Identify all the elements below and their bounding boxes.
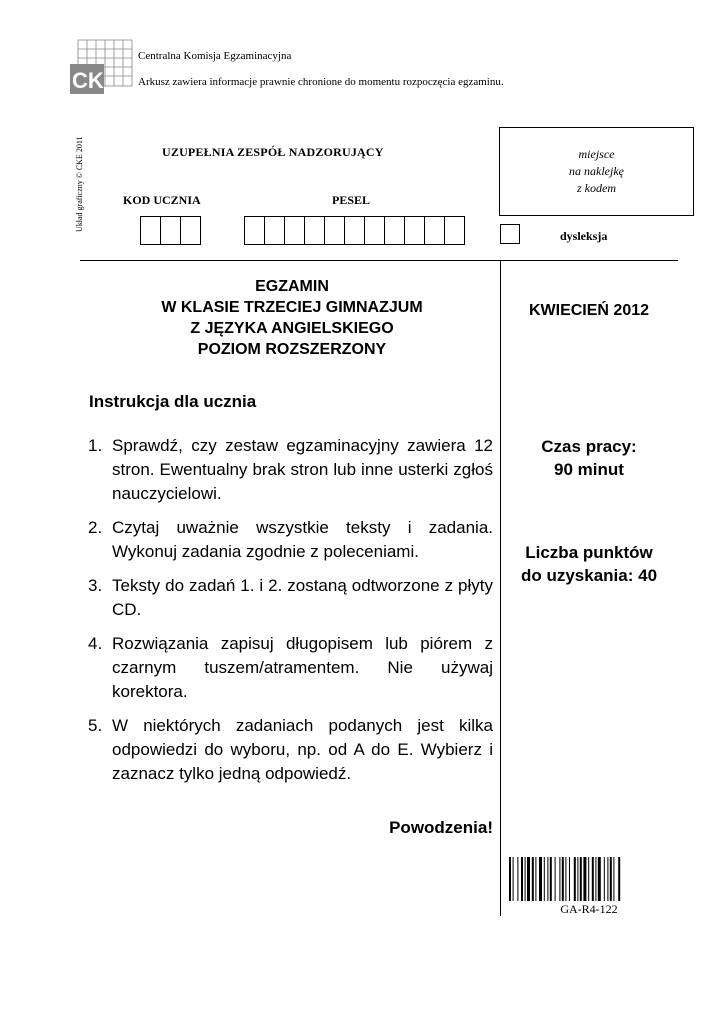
pesel-digit-box[interactable] (324, 216, 345, 245)
work-time-label: Czas pracy: (541, 437, 637, 456)
barcode-bar (583, 857, 586, 901)
pesel-digit-box[interactable] (304, 216, 325, 245)
sticker-text-line: miejsce (578, 147, 615, 161)
exam-title-line: Z JĘZYKA ANGIELSKIEGO (190, 320, 394, 337)
instruction-text: Rozwiązania zapisuj długopisem lub piórem z czarnym tuszem/atramentem. Nie używaj korektora. (112, 634, 493, 701)
instruction-item (88, 714, 493, 786)
barcode-bar (574, 857, 576, 901)
points-info (500, 541, 678, 587)
instruction-item (88, 632, 493, 704)
pesel-digit-box[interactable] (244, 216, 265, 245)
barcode-bar (555, 857, 556, 901)
instruction-item (88, 574, 493, 622)
instruction-number: 1. (88, 436, 103, 455)
barcode-bar (565, 857, 566, 901)
barcode-bar (618, 857, 620, 901)
exam-date: KWIECIEŃ 2012 (528, 302, 650, 319)
barcode-code: GA-R4-122 (560, 902, 618, 916)
cke-logo (70, 38, 134, 102)
points-label: Liczba punktów (525, 543, 653, 562)
kod-digit-box[interactable] (180, 216, 201, 245)
work-time (500, 435, 678, 481)
pesel-digit-box[interactable] (344, 216, 365, 245)
pesel-digit-box[interactable] (384, 216, 405, 245)
sticker-placeholder (499, 127, 694, 216)
exam-title-line: POZIOM ROZSZERZONY (197, 341, 387, 358)
instructions-list (88, 434, 493, 796)
barcode-bar (559, 857, 560, 901)
dyslexia-label: dysleksja (560, 229, 608, 243)
barcode-bar (550, 857, 552, 901)
pesel-field[interactable] (245, 216, 465, 245)
exam-title-line: EGZAMIN (255, 278, 329, 295)
barcode-bar (539, 857, 542, 901)
barcode-bar (592, 857, 594, 901)
barcode-bar (535, 857, 536, 901)
supervisor-note: UZUPEŁNIA ZESPÓŁ NADZORUJĄCY (162, 145, 384, 159)
sticker-text-line: na naklejkę (569, 164, 624, 178)
barcode-bar (513, 857, 514, 901)
barcode-bar (532, 857, 534, 901)
instruction-text: Teksty do zadań 1. i 2. zostaną odtworzone z płyty CD. (112, 576, 493, 619)
pesel-digit-box[interactable] (264, 216, 285, 245)
barcode-bar (598, 857, 601, 901)
barcode-bar (577, 857, 578, 901)
pesel-digit-box[interactable] (444, 216, 465, 245)
pesel-label: PESEL (332, 193, 371, 207)
barcode-bar (547, 857, 548, 901)
kod-digit-box[interactable] (160, 216, 181, 245)
instructions-heading: Instrukcja dla ucznia (89, 392, 257, 411)
points-value: do uzyskania: 40 (520, 566, 658, 585)
barcode-bar (527, 857, 530, 901)
exam-title-line: W KLASIE TRZECIEJ GIMNAZJUM (161, 299, 423, 316)
good-luck-text: Powodzenia! (389, 818, 493, 837)
dyslexia-checkbox[interactable] (500, 224, 520, 244)
pesel-digit-box[interactable] (364, 216, 385, 245)
barcode-bar (588, 857, 589, 901)
kod-ucznia-label: KOD UCZNIA (123, 193, 201, 207)
instruction-text: Sprawdź, czy zestaw egzaminacyjny zawiera 12 stron. Ewentualny brak stron lub inne usterki zgłoś nauczycielowi. (112, 436, 493, 503)
svg-text:CK: CK (72, 68, 104, 93)
barcode-bar (595, 857, 596, 901)
barcode-bar (544, 857, 545, 901)
exam-title (90, 276, 494, 360)
barcode-bar (509, 857, 511, 901)
barcode-bar (525, 857, 526, 901)
instruction-number: 5. (88, 716, 103, 735)
barcode-bar (613, 857, 614, 901)
barcode-bar (517, 857, 518, 901)
instruction-number: 3. (88, 576, 103, 595)
barcode-bar (610, 857, 612, 901)
barcode-bar (580, 857, 582, 901)
work-time-value: 90 minut (554, 460, 624, 479)
pesel-digit-box[interactable] (284, 216, 305, 245)
horizontal-divider (80, 260, 678, 261)
kod-digit-box[interactable] (140, 216, 161, 245)
barcode-bar (562, 857, 564, 901)
instruction-item (88, 516, 493, 564)
instruction-item (88, 434, 493, 506)
instruction-text: W niektórych zadaniach podanych jest kilka odpowiedzi do wyboru, np. od A do E. Wybierz i zaznacz tylko jedną odpowiedź. (112, 716, 493, 783)
barcode (509, 857, 669, 901)
graphic-credit: Układ graficzny © CKE 2011 (75, 136, 84, 232)
barcode-bar (604, 857, 605, 901)
kod-ucznia-field[interactable] (141, 216, 201, 245)
instruction-number: 2. (88, 518, 103, 537)
barcode-bar (569, 857, 570, 901)
confidential-note: Arkusz zawiera informacje prawnie chronione do momentu rozpoczęcia egzaminu. (138, 76, 504, 88)
sticker-text-line: z kodem (577, 181, 616, 195)
vertical-divider (500, 261, 501, 916)
instruction-text: Czytaj uważnie wszystkie teksty i zadania. Wykonuj zadania zgodnie z poleceniami. (112, 518, 493, 561)
instruction-number: 4. (88, 634, 103, 653)
org-name: Centralna Komisja Egzaminacyjna (138, 50, 292, 62)
barcode-bar (521, 857, 523, 901)
pesel-digit-box[interactable] (404, 216, 425, 245)
pesel-digit-box[interactable] (424, 216, 445, 245)
barcode-bar (607, 857, 608, 901)
